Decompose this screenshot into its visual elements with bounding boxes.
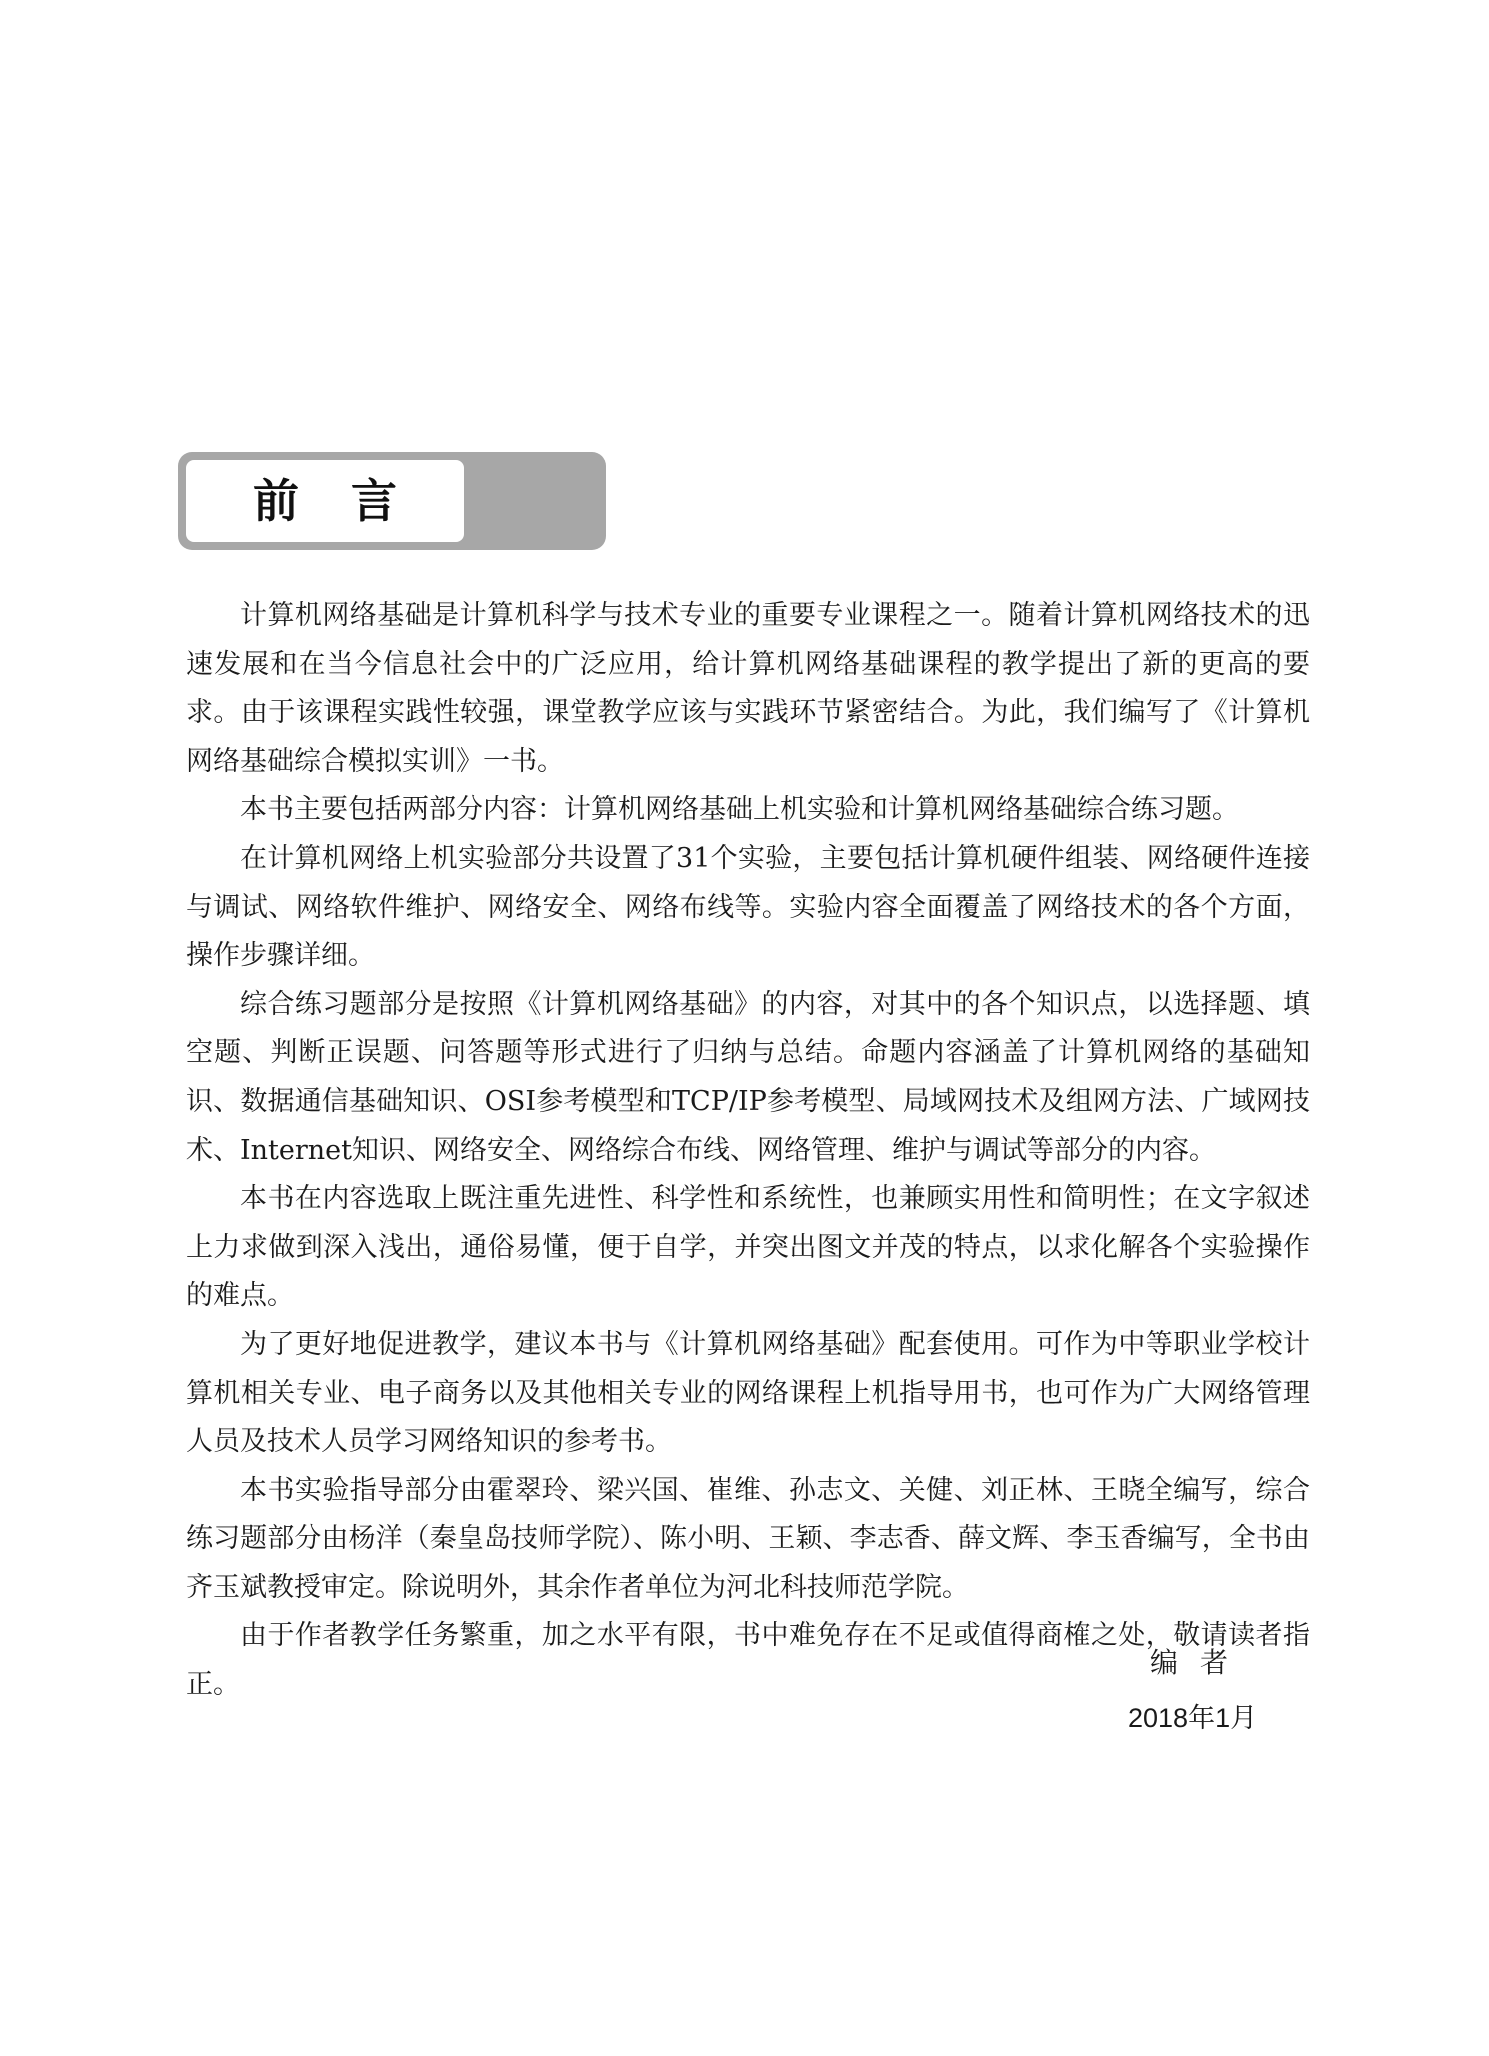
signature-date: 2018年1月 xyxy=(1128,1703,1258,1733)
paragraph: 本书主要包括两部分内容：计算机网络基础上机实验和计算机网络基础综合练习题。 xyxy=(240,794,1239,826)
paragraph: 为了更好地促进教学，建议本书与《计算机网络基础》配套使用。可作为中等职业学校计算机相关专业、电子商务以及其他相关专业的网络课程上机指导用书，也可作为广大网络管理人员及技术人员学习网络知识的参考书。 xyxy=(186,1328,1310,1458)
paragraph: 综合练习题部分是按照《计算机网络基础》的内容，对其中的各个知识点，以选择题、填空题、判断正误题、问答题等形式进行了归纳与总结。命题内容涵盖了计算机网络的基础知识、数据通信基础知识、OSI参考模型和TCP/IP参考模型、局域网技术及组网方法、广域网技术、Internet知识、网络安全、网络综合布线、网络管理、维护与调试等部分的内容。 xyxy=(186,988,1310,1166)
paragraph: 由于作者教学任务繁重，加之水平有限，书中难免存在不足或值得商榷之处，敬请读者指正。 xyxy=(186,1620,1310,1701)
paragraph: 计算机网络基础是计算机科学与技术专业的重要专业课程之一。随着计算机网络技术的迅速发展和在当今信息社会中的广泛应用，给计算机网络基础课程的教学提出了新的更高的要求。由于该课程实践性较强，课堂教学应该与实践环节紧密结合。为此，我们编写了《计算机网络基础综合模拟实训》一书。 xyxy=(186,600,1310,777)
heading-banner xyxy=(178,452,606,550)
heading-label-box xyxy=(186,460,464,542)
preface-body xyxy=(186,592,1310,1710)
signature-author: 编者 xyxy=(1150,1646,1251,1679)
paragraph: 本书实验指导部分由霍翠玲、梁兴国、崔维、孙志文、关健、刘正林、王晓全编写，综合练习题部分由杨洋（秦皇岛技师学院）、陈小明、王颖、李志香、薛文辉、李玉香编写，全书由齐玉斌教授审定。除说明外，其余作者单位为河北科技师范学院。 xyxy=(186,1474,1310,1603)
paragraph: 在计算机网络上机实验部分共设置了31个实验，主要包括计算机硬件组装、网络硬件连接与调试、网络软件维护、网络安全、网络布线等。实验内容全面覆盖了网络技术的各个方面，操作步骤详细。 xyxy=(186,842,1310,972)
paragraph: 本书在内容选取上既注重先进性、科学性和系统性，也兼顾实用性和简明性；在文字叙述上力求做到深入浅出，通俗易懂，便于自学，并突出图文并茂的特点，以求化解各个实验操作的难点。 xyxy=(186,1183,1310,1312)
page-title: 前言 xyxy=(253,474,449,528)
